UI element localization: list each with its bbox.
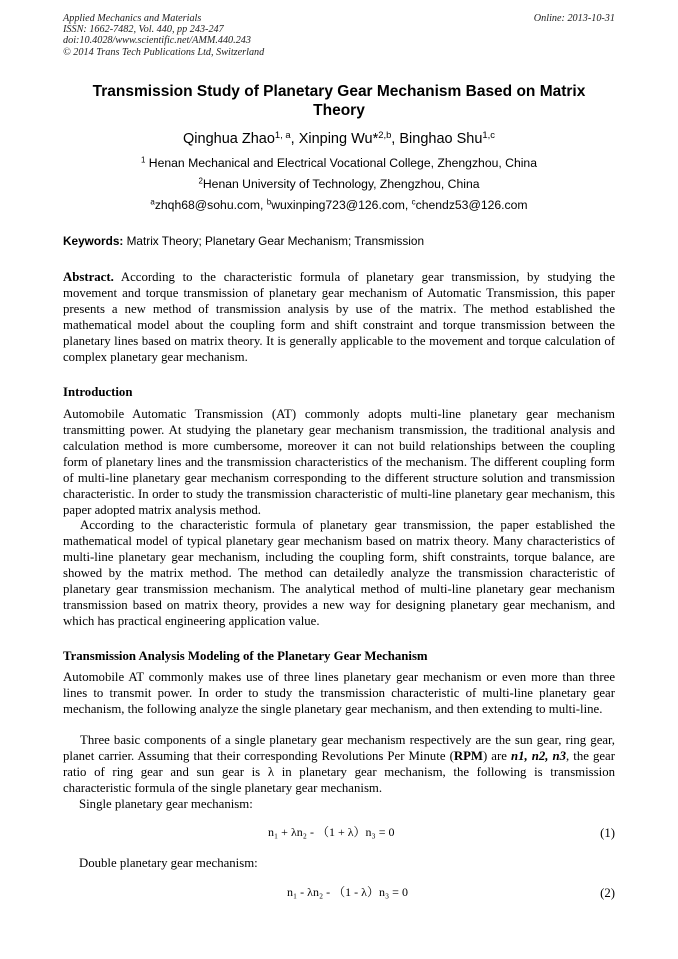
section2-p2-c: , the gear ratio of ring gear and sun gear is λ in planetary gear mechanism, the following is transmission characteristic formula of the single planetary gear mechanism. <box>63 749 615 795</box>
label-single-planetary: Single planetary gear mechanism: <box>79 797 253 811</box>
author-list: Qinghua Zhao$^{1, a}$, Xinping Wu*$^{2,b}$, Binghao Shu$^{1,c}$ <box>183 128 495 147</box>
affiliation-1-sup: 1 <box>140 155 146 165</box>
affiliation-2-text: Henan University of Technology, Zhengzhou, China <box>202 177 480 191</box>
abstract-text: According to the characteristic formula of planetary gear transmission, by studying the movement and torque transmission of planetary gear mechanism of Automatic Transmission, this paper presents a new method of transmission analysis by use of the matrix. The method established the mathematical model about the coupling form and shift constraint and torque transmission between the planetary lines based on matrix theory. It is generally applicable to the movement and torque calculation of complex planetary gear mechanism. <box>63 270 616 364</box>
email-c-sup: c <box>411 197 416 207</box>
email-line: $^a$zhqh68@sohu.com, $^b$wuxinping723@126.com, $^c$chendz53@126.com <box>150 197 528 212</box>
email-c[interactable]: chendz53@126.com <box>415 198 528 212</box>
equation-2-number: (2) <box>600 886 615 900</box>
keywords <box>63 234 615 249</box>
keywords-label: Keywords: <box>63 234 124 248</box>
author-2-sup: 2,b <box>378 128 392 140</box>
section2-p2-b: ) are <box>482 749 511 763</box>
issn: ISSN: 1662-7482, Vol. 440, pp 243-247 <box>63 24 224 36</box>
email-b[interactable]: wuxinping723@126.com <box>271 198 405 212</box>
label-double-planetary: Double planetary gear mechanism: <box>79 856 258 870</box>
affiliation-1-text: Henan Mechanical and Electrical Vocational College, Zhengzhou, China <box>148 156 537 170</box>
equation-2 <box>63 883 615 901</box>
doi: doi:10.4028/www.scientific.net/AMM.440.243 <box>63 35 251 47</box>
copyright: © 2014 Trans Tech Publications Ltd, Switzerland <box>63 46 265 58</box>
intro-paragraph-2: According to the characteristic formula of planetary gear transmission, the paper established the mathematical model of typical planetary gear mechanism based on matrix theory. Many characteristics of multi-line planetary gear mechanism, including the coupling form, shift constraints, torque balance, are showed by the matrix method. The method can detailedly analyze the transmission characteristic of planetary gear transmission mechanism. The analytical method of multi-line planetary gear mechanism transmission based on matrix theory, provides a new way for designing planetary gear mechanism, and which has practical engineering application value. <box>63 518 615 628</box>
affiliation-2 <box>0 177 678 192</box>
journal-name: Applied Mechanics and Materials <box>63 13 202 24</box>
keywords-text: Matrix Theory; Planetary Gear Mechanism; Transmission <box>126 234 425 248</box>
abstract-label: Abstract. <box>63 270 114 284</box>
email-b-sup: b <box>266 197 272 207</box>
author-3-sup: 1,c <box>482 128 495 140</box>
section2-p2-a: Three basic components of a single planetary gear mechanism respectively are the sun gear, ring gear, planet carrier. Assuming that their corresponding Revolutions Per Minute ( <box>63 733 615 763</box>
section2-paragraph-2 <box>63 732 615 796</box>
section-heading-introduction: Introduction <box>63 385 133 399</box>
author-3: Binghao Shu <box>399 131 483 147</box>
email-a[interactable]: zhqh68@sohu.com <box>154 198 261 212</box>
intro-paragraph-1: Automobile Automatic Transmission (AT) commonly adopts multi-line planetary gear mechanism transmitting power. At studying the planetary gear mechanism transmission, the traditional analysis and calculation method is more cumbersome, moreover it can not build relationships between the coupling form of planetary lines and the transmission characteristics of the mechanism. The different coupling form of multi-line planetary gear mechanism corresponding to the different structure solution and transmission characteristic. In order to study the transmission characteristic of multi-line planetary gear mechanism, this paper adopted matrix analysis method. <box>63 407 615 517</box>
online-date: Online: 2013-10-31 <box>533 13 615 24</box>
abstract <box>63 269 615 365</box>
rpm-variables: n1, n2, n3 <box>510 749 567 763</box>
rpm-term: RPM <box>453 749 483 763</box>
author-1-sup: 1, a <box>274 128 291 140</box>
equation-1-expression: n₁ + λn₂ - （1 + λ）n₃ = 0 <box>268 825 395 839</box>
equation-1-number: (1) <box>600 826 615 840</box>
section-heading-transmission-analysis: Transmission Analysis Modeling of the Planetary Gear Mechanism <box>63 649 428 663</box>
equation-1 <box>63 823 615 841</box>
section2-paragraph-1: Automobile AT commonly makes use of three lines planetary gear mechanism or even more than three lines to transmit power. In order to study the transmission characteristic of multi-line planetary gear mechanism, the following analyze the single planetary gear mechanism, and then extending to multi-line. <box>63 670 615 716</box>
equation-2-expression: n₁ - λn₂ - （1 - λ）n₃ = 0 <box>287 885 408 899</box>
author-2: Xinping Wu* <box>298 131 379 147</box>
affiliation-1 <box>0 156 678 171</box>
journal-header <box>63 13 615 58</box>
paper-title: Transmission Study of Planetary Gear Mechanism Based on Matrix Theory <box>92 83 586 119</box>
email-a-sup: a <box>150 197 155 207</box>
author-1: Qinghua Zhao <box>183 131 275 147</box>
affiliation-2-sup: 2 <box>198 176 203 186</box>
